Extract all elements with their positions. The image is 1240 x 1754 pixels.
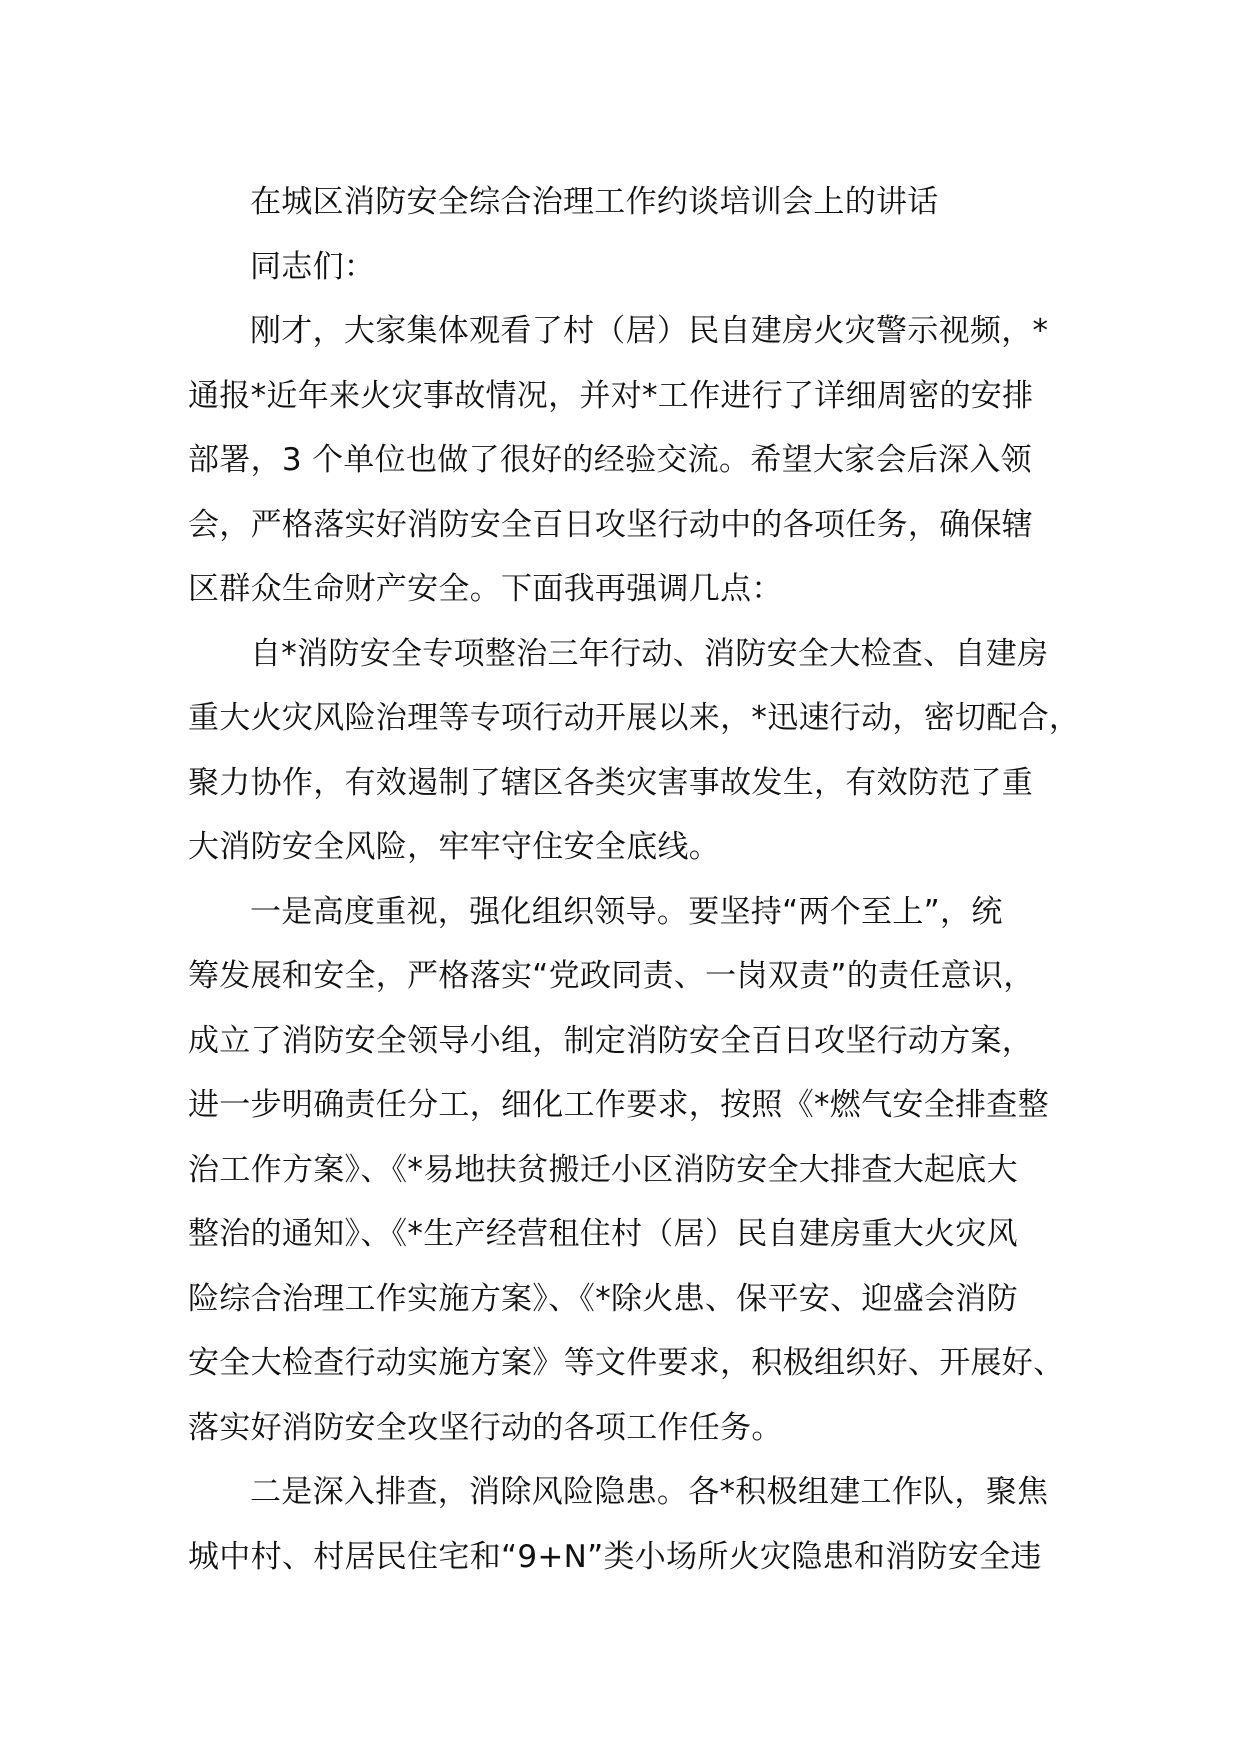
greeting: 同志们： [250,248,376,285]
text-line: 安全大检查行动实施方案》等文件要求，积极组织好、开展好、 [188,1345,1065,1381]
text-line: 治工作方案》、《*易地扶贫搬迁小区消防安全大排查大起底大 [188,1151,1018,1188]
text-line: 区群众生命财产安全。下面我再强调几点： [188,571,783,607]
text-line: 通报*近年来火灾事故情况，并对*工作进行了详细周密的安排 [188,377,1034,414]
document-title: 在城区消防安全综合治理工作约谈培训会上的讲话 [250,184,939,220]
text-line: 筹发展和安全，严格落实“党政同责、一岗双责”的责任意识， [188,958,1035,994]
text-line: 城中村、村居民住宅和“9+N”类小场所火灾隐患和消防安全违 [188,1538,1042,1575]
text-line: 险综合治理工作实施方案》、《*除火患、保平安、迎盛会消防 [188,1280,1018,1317]
text-line: 进一步明确责任分工，细化工作要求，按照《*燃气安全排查整 [188,1087,1049,1123]
text-line: 整治的通知》、《*生产经营租住村（居）民自建房重大火灾风 [188,1216,1018,1252]
text-line: 一是高度重视，强化组织领导。要坚持“两个至上”，统 [250,893,1003,930]
text-line: 刚才，大家集体观看了村（居）民自建房火灾警示视频，* [250,313,1049,349]
document-page [188,170,1088,1589]
text-line: 成立了消防安全领导小组，制定消防安全百日攻坚行动方案， [188,1022,1034,1059]
text-line: 大消防安全风险，牢牢守住安全底线。 [188,829,721,865]
text-line: 重大火灾风险治理等专项行动开展以来，*迅速行动，密切配合， [188,700,1081,736]
text-line: 自*消防安全专项整治三年行动、消防安全大检查、自建房 [250,635,1049,672]
text-line: 二是深入排查，消除风险隐患。各*积极组建工作队，聚焦 [250,1474,1049,1510]
text-line: 落实好消防安全攻坚行动的各项工作任务。 [188,1409,783,1446]
text-line: 会，严格落实好消防安全百日攻坚行动中的各项任务，确保辖 [188,506,1034,543]
text-line: 聚力协作，有效遏制了辖区各类灾害事故发生，有效防范了重 [188,764,1034,801]
text-line: 部署，3 个单位也做了很好的经验交流。希望大家会后深入领 [188,442,1032,478]
